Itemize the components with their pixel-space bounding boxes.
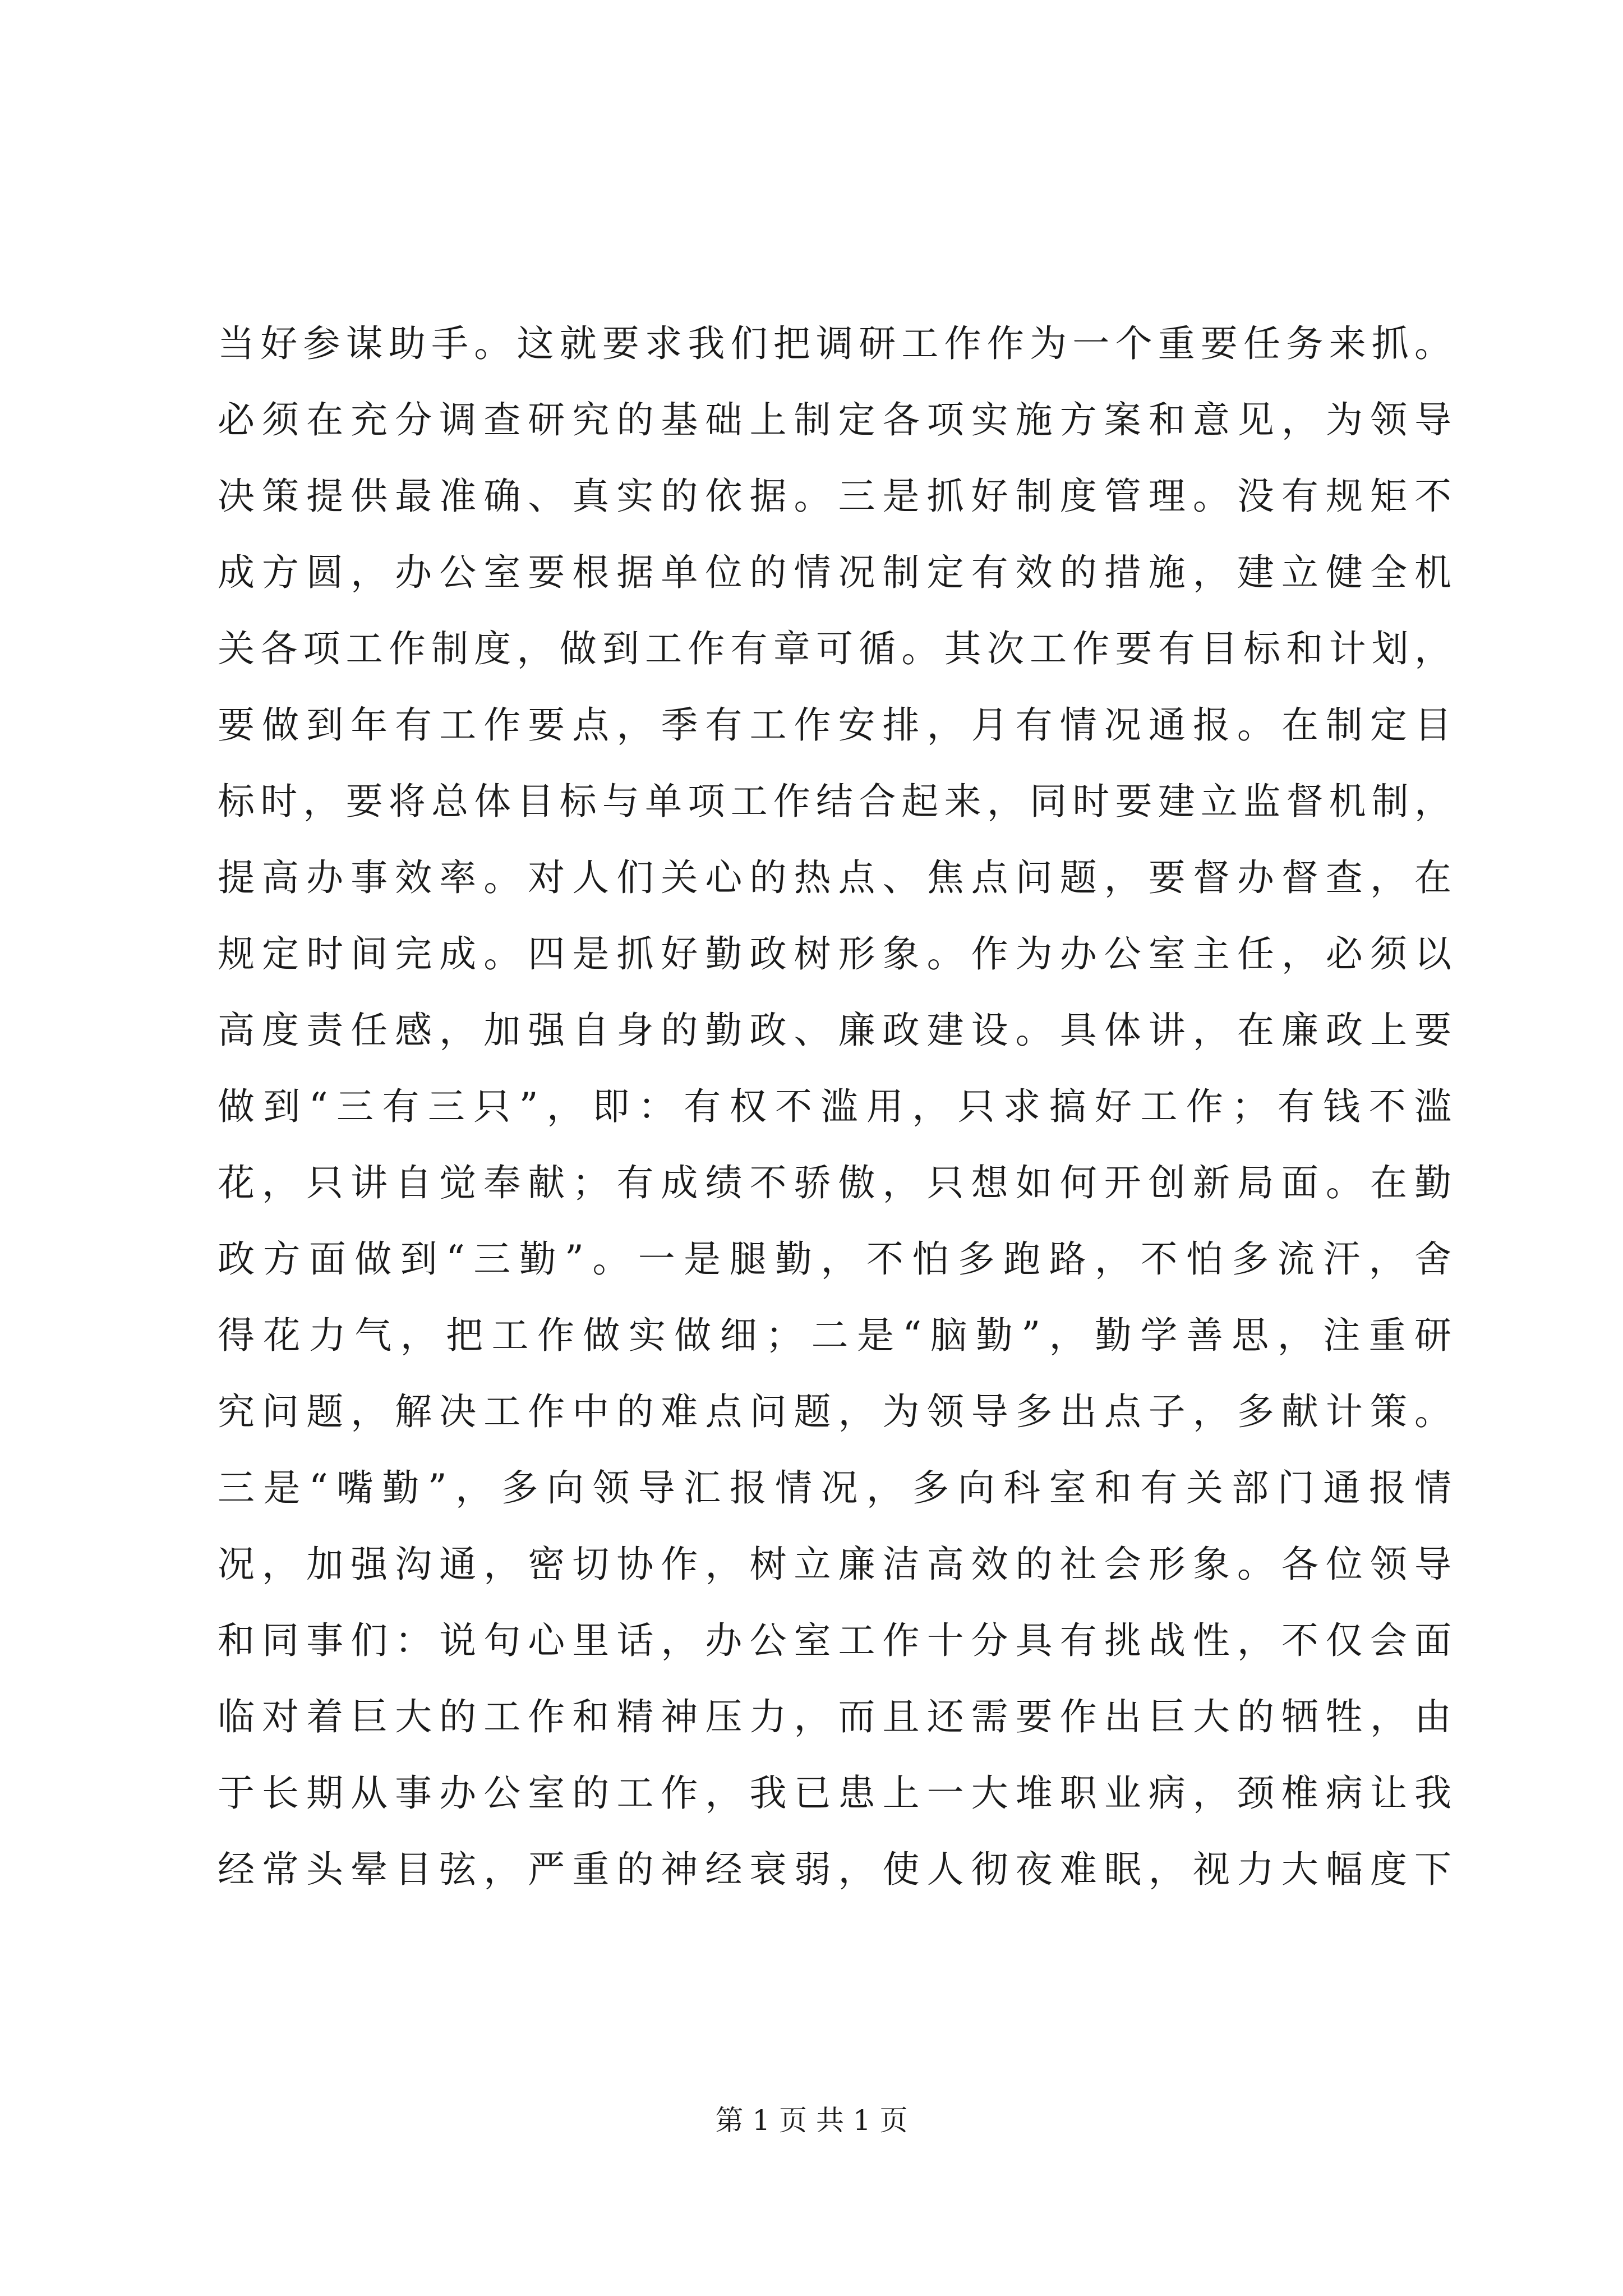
text-line: 规定时间完成。四是抓好勤政树形象。作为办公室主任，必须以: [218, 932, 1451, 976]
text-line: 花，只讲自觉奉献；有成绩不骄傲，只想如何开创新局面。在勤: [218, 1161, 1451, 1204]
text-line: 提高办事效率。对人们关心的热点、焦点问题，要督办督查，在: [218, 856, 1451, 899]
text-line: 做到“三有三只”，即：有权不滥用，只求搞好工作；有钱不滥: [218, 1085, 1451, 1128]
text-line: 和同事们：说句心里话，办公室工作十分具有挑战性，不仅会面: [218, 1619, 1451, 1662]
text-line: 临对着巨大的工作和精神压力，而且还需要作出巨大的牺牲，由: [218, 1695, 1451, 1738]
text-line: 况，加强沟通，密切协作，树立廉洁高效的社会形象。各位领导: [218, 1543, 1451, 1586]
text-line: 关各项工作制度，做到工作有章可循。其次工作要有目标和计划，: [218, 627, 1451, 670]
text-line: 经常头晕目弦，严重的神经衰弱，使人彻夜难眠，视力大幅度下: [218, 1848, 1451, 1891]
text-line: 成方圆，办公室要根据单位的情况制定有效的措施，建立健全机: [218, 551, 1451, 594]
text-line: 于长期从事办公室的工作，我已患上一大堆职业病，颈椎病让我: [218, 1772, 1451, 1815]
text-line: 标时，要将总体目标与单项工作结合起来，同时要建立监督机制，: [218, 780, 1451, 823]
text-line: 决策提供最准确、真实的依据。三是抓好制度管理。没有规矩不: [218, 475, 1451, 518]
page-number-label: 第 1 页 共 1 页: [715, 2104, 908, 2137]
text-line: 高度责任感，加强自身的勤政、廉政建设。具体讲，在廉政上要: [218, 1009, 1451, 1052]
text-line: 必须在充分调查研究的基础上制定各项实施方案和意见，为领导: [218, 398, 1451, 441]
text-line: 得花力气，把工作做实做细；二是“脑勤”，勤学善思，注重研: [218, 1314, 1451, 1357]
text-line: 究问题，解决工作中的难点问题，为领导多出点子，多献计策。: [218, 1390, 1451, 1433]
text-line: 要做到年有工作要点，季有工作安排，月有情况通报。在制定目: [218, 703, 1451, 747]
text-line: 政方面做到“三勤”。一是腿勤，不怕多跑路，不怕多流汗，舍: [218, 1237, 1451, 1281]
page-footer: [0, 2101, 1623, 2140]
text-line: 三是“嘴勤”，多向领导汇报情况，多向科室和有关部门通报情: [218, 1466, 1451, 1510]
text-line: 当好参谋助手。这就要求我们把调研工作作为一个重要任务来抓。: [218, 322, 1451, 365]
body-text: [218, 306, 1463, 1908]
